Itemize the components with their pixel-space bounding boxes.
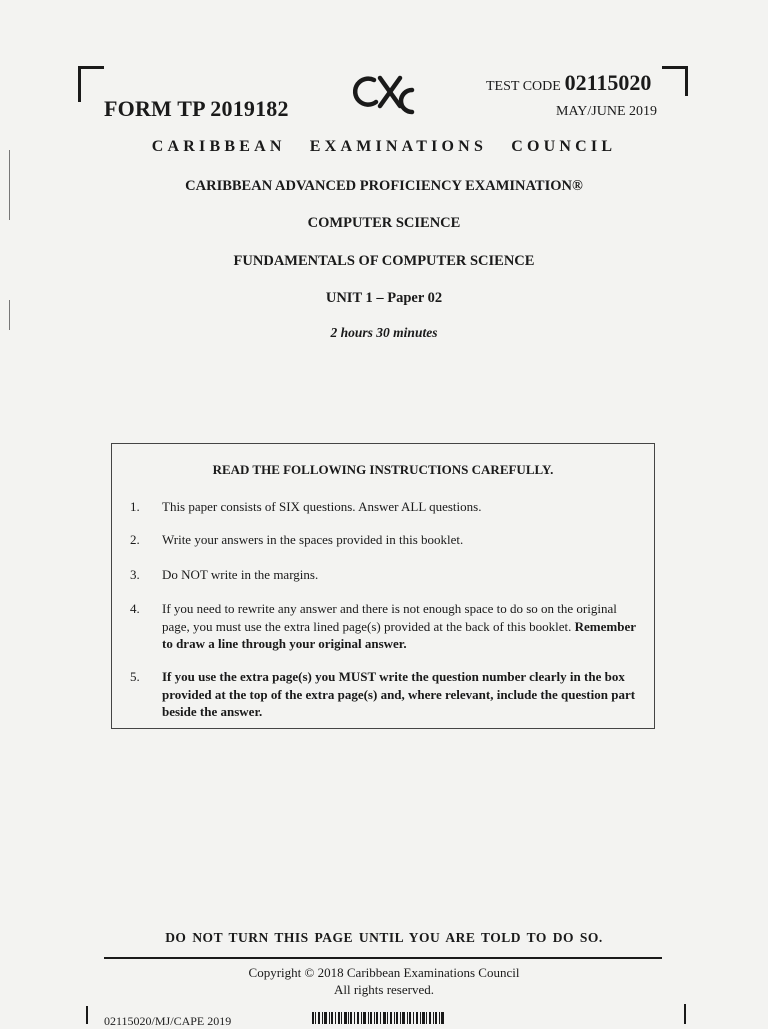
footer-divider [104, 957, 662, 959]
instruction-text: If you need to rewrite any answer and there is not enough space to do so on the original page, you must use the extra lined page(s) provided at the back of this booklet. [162, 601, 617, 634]
instruction-number: 3. [130, 567, 140, 582]
subject-title: COMPUTER SCIENCE [307, 215, 461, 231]
instruction-text: If you use the extra page(s) you MUST write the question number clearly in the box provided at the top of the extra page(s) and, where relevant, include the question part beside the answer. [162, 669, 636, 719]
do-not-turn-warning: DO NOT TURN THIS PAGE UNTIL YOU ARE TOLD TO DO SO. [165, 930, 603, 945]
test-code-label: TEST CODE [486, 79, 561, 94]
test-code-block [486, 70, 651, 96]
instruction-number: 1. [130, 499, 140, 514]
instructions-box [111, 443, 655, 729]
corner-mark-top-left [78, 66, 104, 69]
instruction-number: 4. [130, 601, 140, 616]
instruction-text-block [162, 600, 640, 653]
instruction-number: 5. [130, 669, 140, 684]
corner-mark-bottom-left [86, 1006, 88, 1024]
council-name: CARIBBEAN EXAMINATIONS COUNCIL [151, 138, 617, 155]
paper-title: FUNDAMENTALS OF COMPUTER SCIENCE [233, 253, 535, 269]
copyright-text: Copyright © 2018 Caribbean Examinations Council [248, 965, 520, 980]
instruction-item [130, 566, 640, 584]
exam-session: MAY/JUNE 2019 [556, 104, 657, 119]
duration: 2 hours 30 minutes [330, 325, 438, 340]
instruction-text: This paper consists of SIX questions. Answer ALL questions. [162, 499, 482, 514]
rights-text: All rights reserved. [333, 982, 434, 997]
instruction-number: 2. [130, 532, 140, 547]
instruction-item [130, 600, 640, 653]
instruction-text: Write your answers in the spaces provided in this booklet. [162, 532, 464, 547]
unit-paper: UNIT 1 – Paper 02 [325, 290, 443, 306]
test-code-number: 02115020 [564, 70, 652, 95]
instruction-text: Do NOT write in the margins. [162, 567, 319, 582]
instructions-heading: READ THE FOLLOWING INSTRUCTIONS CAREFULLY. [212, 462, 554, 477]
document-code: 02115020/MJ/CAPE 2019 [104, 1014, 232, 1028]
form-code: FORM TP 2019182 [104, 96, 289, 121]
barcode-icon [312, 1012, 444, 1024]
instruction-item [130, 531, 640, 549]
corner-mark-top-left-vertical [78, 66, 81, 102]
exam-name: CARIBBEAN ADVANCED PROFICIENCY EXAMINATION® [185, 178, 583, 194]
instruction-emphasis: Remember to draw a line through your original answer. [162, 618, 636, 651]
copyright-block [0, 964, 768, 998]
instruction-item [130, 668, 640, 721]
instruction-item [130, 498, 640, 516]
corner-mark-bottom-right [684, 1004, 686, 1024]
cxc-logo-icon [350, 72, 420, 118]
corner-mark-top-right-vertical [685, 66, 688, 96]
